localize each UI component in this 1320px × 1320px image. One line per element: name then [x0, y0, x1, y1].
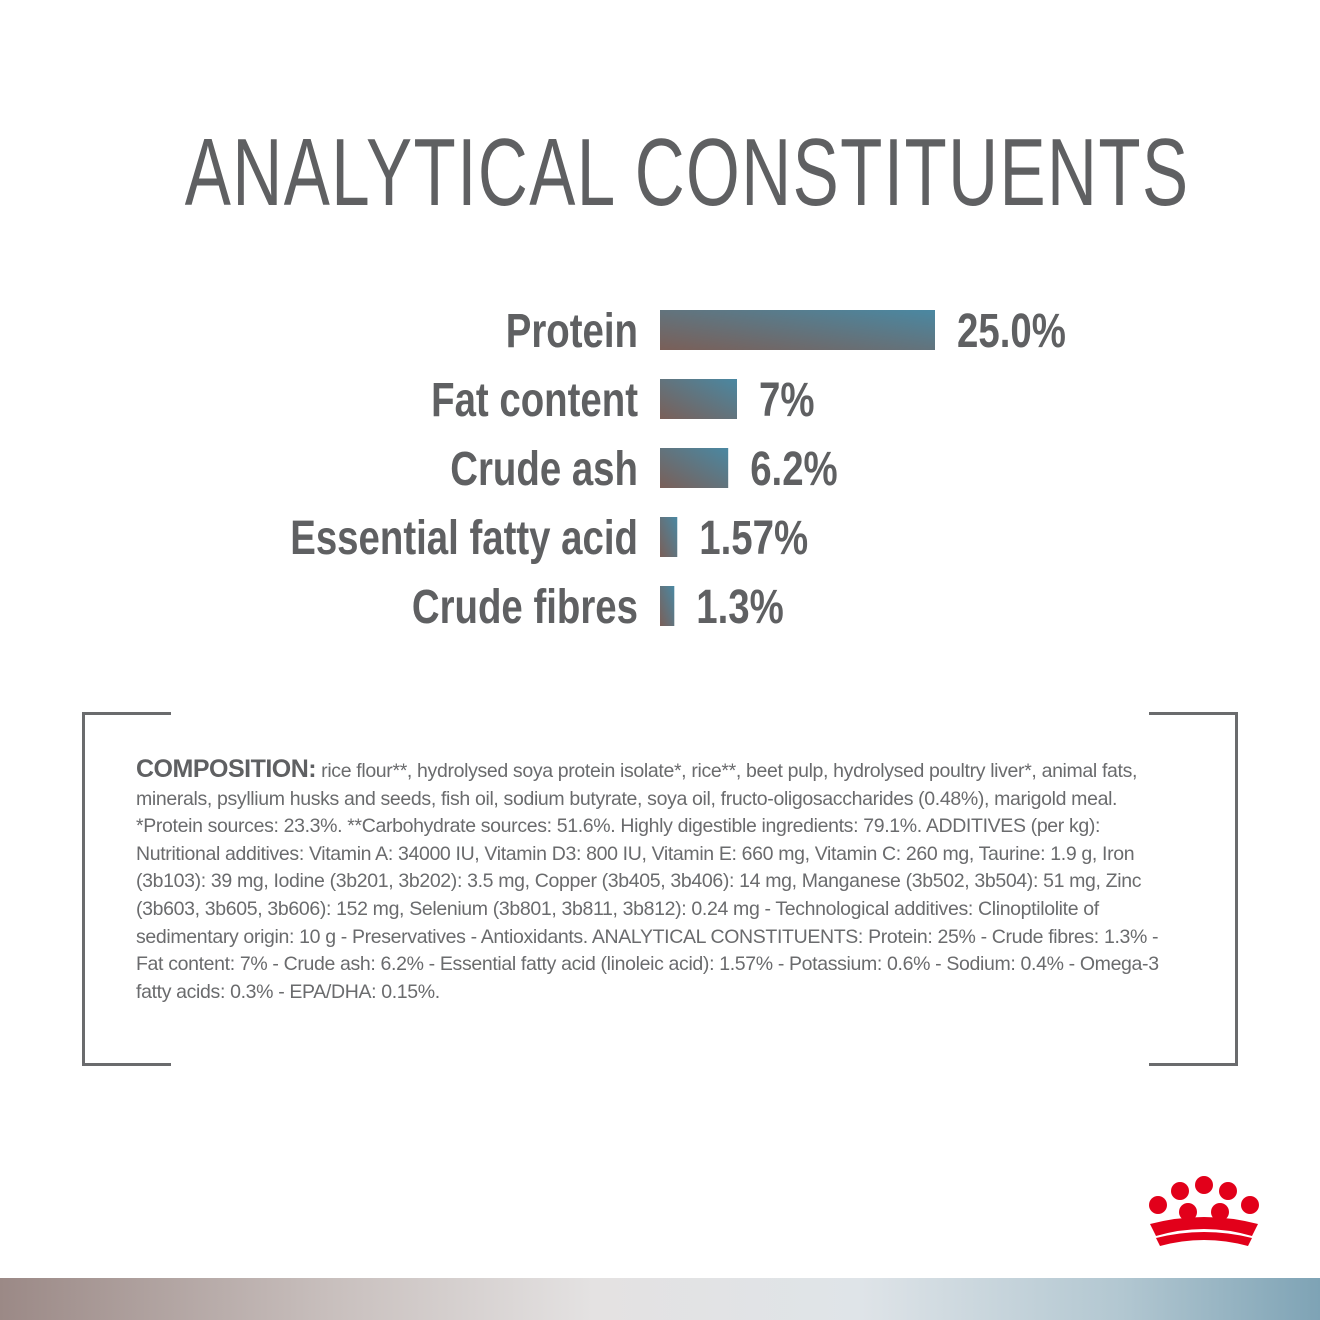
composition-label: COMPOSITION:	[136, 755, 317, 783]
bar-2	[660, 448, 728, 488]
analytical-constituents-chart	[0, 290, 1320, 650]
bar-1	[660, 379, 737, 419]
page-title: ANALYTICAL CONSTITUENTS	[184, 119, 1190, 226]
royal-canin-crown-icon	[1136, 1174, 1272, 1250]
value-label-2: 6.2%	[750, 443, 838, 497]
category-label-4: Crude fibres	[411, 581, 638, 635]
bar-4	[660, 586, 674, 626]
composition-text	[136, 756, 1182, 1006]
bar-3	[660, 517, 677, 557]
value-label-1: 7%	[759, 374, 815, 428]
bar-0	[660, 310, 935, 350]
composition-body: rice flour**, hydrolysed soya protein isolate*, rice**, beet pulp, hydrolysed poultry liver*, animal fats, minerals, psyllium husks and seeds, fish oil, sodium butyrate, soya oil, fructo-oligosaccharides (0.48%), marigold meal. *Protein sources: 23.3%. **Carbohydrate sources: 51.6%. Highly digestible ingredients: 79.1%. ADDITIVES (per kg): Nutritional additives: Vitamin A: 34000 IU, Vitamin D3: 800 IU, Vitamin E: 660 mg, Vitamin C: 260 mg, Taurine: 1.9 g, Iron (3b103): 39 mg, Iodine (3b201, 3b202): 3.5 mg, Copper (3b405, 3b406): 14 mg, Manganese (3b502, 3b504): 51 mg, Zinc (3b603, 3b605, 3b606): 152 mg, Selenium (3b801, 3b811, 3b812): 0.24 mg - Technological additives: Clinoptilolite of sedimentary origin: 10 g - Preservatives - Antioxidants. ANALYTICAL CONSTITUENTS: Protein: 25% - Crude fibres: 1.3% - Fat content: 7% - Crude ash: 6.2% - Essential fatty acid (linoleic acid): 1.57% - Potassium: 0.6% - Sodium: 0.4% - Omega-3 fatty acids: 0.3% - EPA/DHA: 0.15%.	[136, 760, 1159, 1003]
bottom-gradient-band	[0, 1278, 1320, 1320]
category-label-0: Protein	[505, 305, 638, 359]
value-label-0: 25.0%	[957, 305, 1066, 359]
value-label-4: 1.3%	[696, 581, 784, 635]
category-label-1: Fat content	[431, 374, 638, 428]
value-label-3: 1.57%	[699, 512, 809, 566]
composition-panel	[82, 712, 1238, 1066]
category-label-3: Essential fatty acid	[290, 512, 638, 566]
category-label-2: Crude ash	[450, 443, 638, 497]
